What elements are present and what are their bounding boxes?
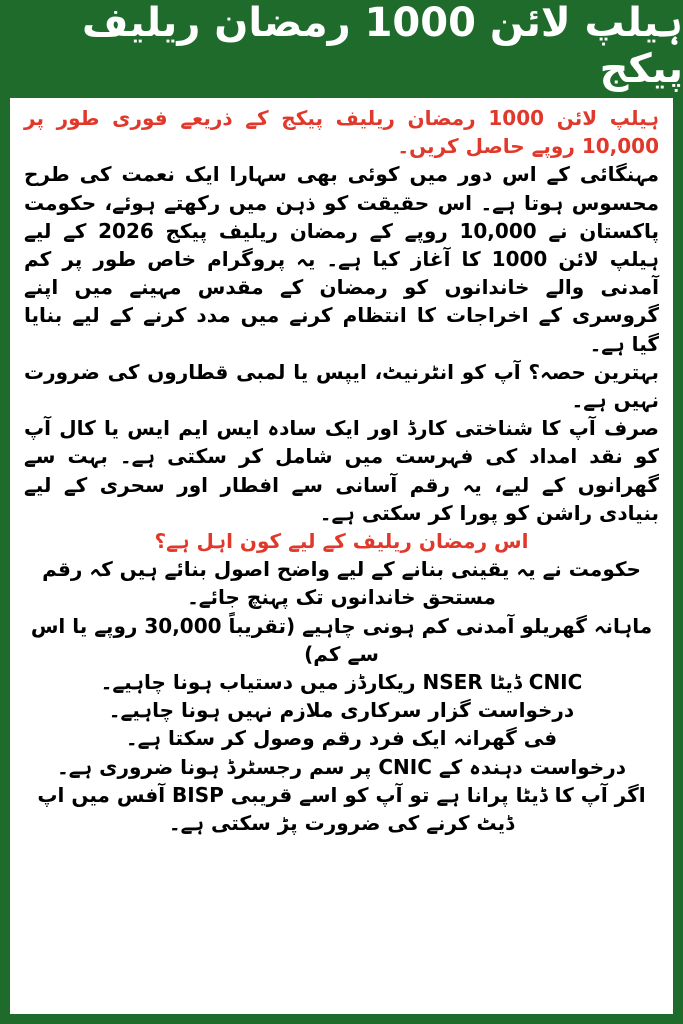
eligibility-item: فی گھرانہ ایک فرد رقم وصول کر سکتا ہے۔ (125, 726, 558, 751)
paragraph-cnic-sms: صرف آپ کا شناختی کارڈ اور ایک سادہ ایس ایم ایس یا کال آپ کو نقد امداد کی فہرست میں شامل کر سکتی ہے۔ بہت سے گھرانوں کے لیے، یہ رقم آسانی سے افطار اور سحری کے لیے بنیادی راشن کو پورا کر سکتی ہے۔ (24, 416, 659, 525)
eligibility-item: ماہانہ گھریلو آمدنی کم ہونی چاہیے (تقریباً 30,000 روپے یا اس سے کم) (30, 613, 653, 666)
eligibility-item: اگر آپ کا ڈیٹا پرانا ہے تو آپ کو اسے قریبی BISP آفس میں اپ ڈیٹ کرنے کی ضرورت پڑ سکتی ہے۔ (37, 782, 646, 836)
paragraph-best-part: بہترین حصہ؟ آپ کو انٹرنیٹ، ایپس یا لمبی قطاروں کی ضرورت نہیں ہے۔ (24, 359, 659, 413)
eligibility-intro: حکومت نے یہ یقینی بنانے کے لیے واضح اصول بنائے ہیں کہ رقم مستحق خاندانوں تک پہنچ جائے۔ (42, 557, 641, 610)
eligibility-item: درخواست گزار سرکاری ملازم نہیں ہونا چاہیے۔ (108, 698, 575, 723)
eligibility-item: CNIC ڈیٹا NSER ریکارڈز میں دستیاب ہونا چاہیے۔ (100, 670, 583, 695)
eligibility-heading: اس رمضان ریلیف کے لیے کون اہل ہے؟ (154, 529, 529, 554)
paragraph-intro: مہنگائی کے اس دور میں کوئی بھی سہارا ایک نعمت کی طرح محسوس ہوتا ہے۔ اس حقیقت کو ذہن میں رکھتے ہوئے، حکومت پاکستان نے 10,000 روپے کے رمضان ریلیف پیکج 2026 کے لیے ہیلپ لائن 1000 کا آغاز کیا ہے۔ یہ پروگرام خاص طور پر کم آمدنی والے خاندانوں کو رمضان کے مقدس مہینے میں اپنے گروسری کے اخراجات کا انتظام کرنے میں مدد کرنے کے لیے بنایا گیا ہے۔ (24, 162, 660, 356)
page-title: ہیلپ لائن 1000 رمضان ریلیف پیکج (82, 0, 683, 92)
article-panel (10, 98, 673, 1014)
eligibility-item: درخواست دہندہ کے CNIC پر سم رجسٹرڈ ہونا ضروری ہے۔ (57, 754, 626, 779)
article-content (10, 98, 673, 837)
intro-headline: ہیلپ لائن 1000 رمضان ریلیف پیکج کے ذریعے فوری طور پر 10,000 روپے حاصل کریں۔ (24, 106, 659, 159)
header-banner (0, 0, 683, 92)
